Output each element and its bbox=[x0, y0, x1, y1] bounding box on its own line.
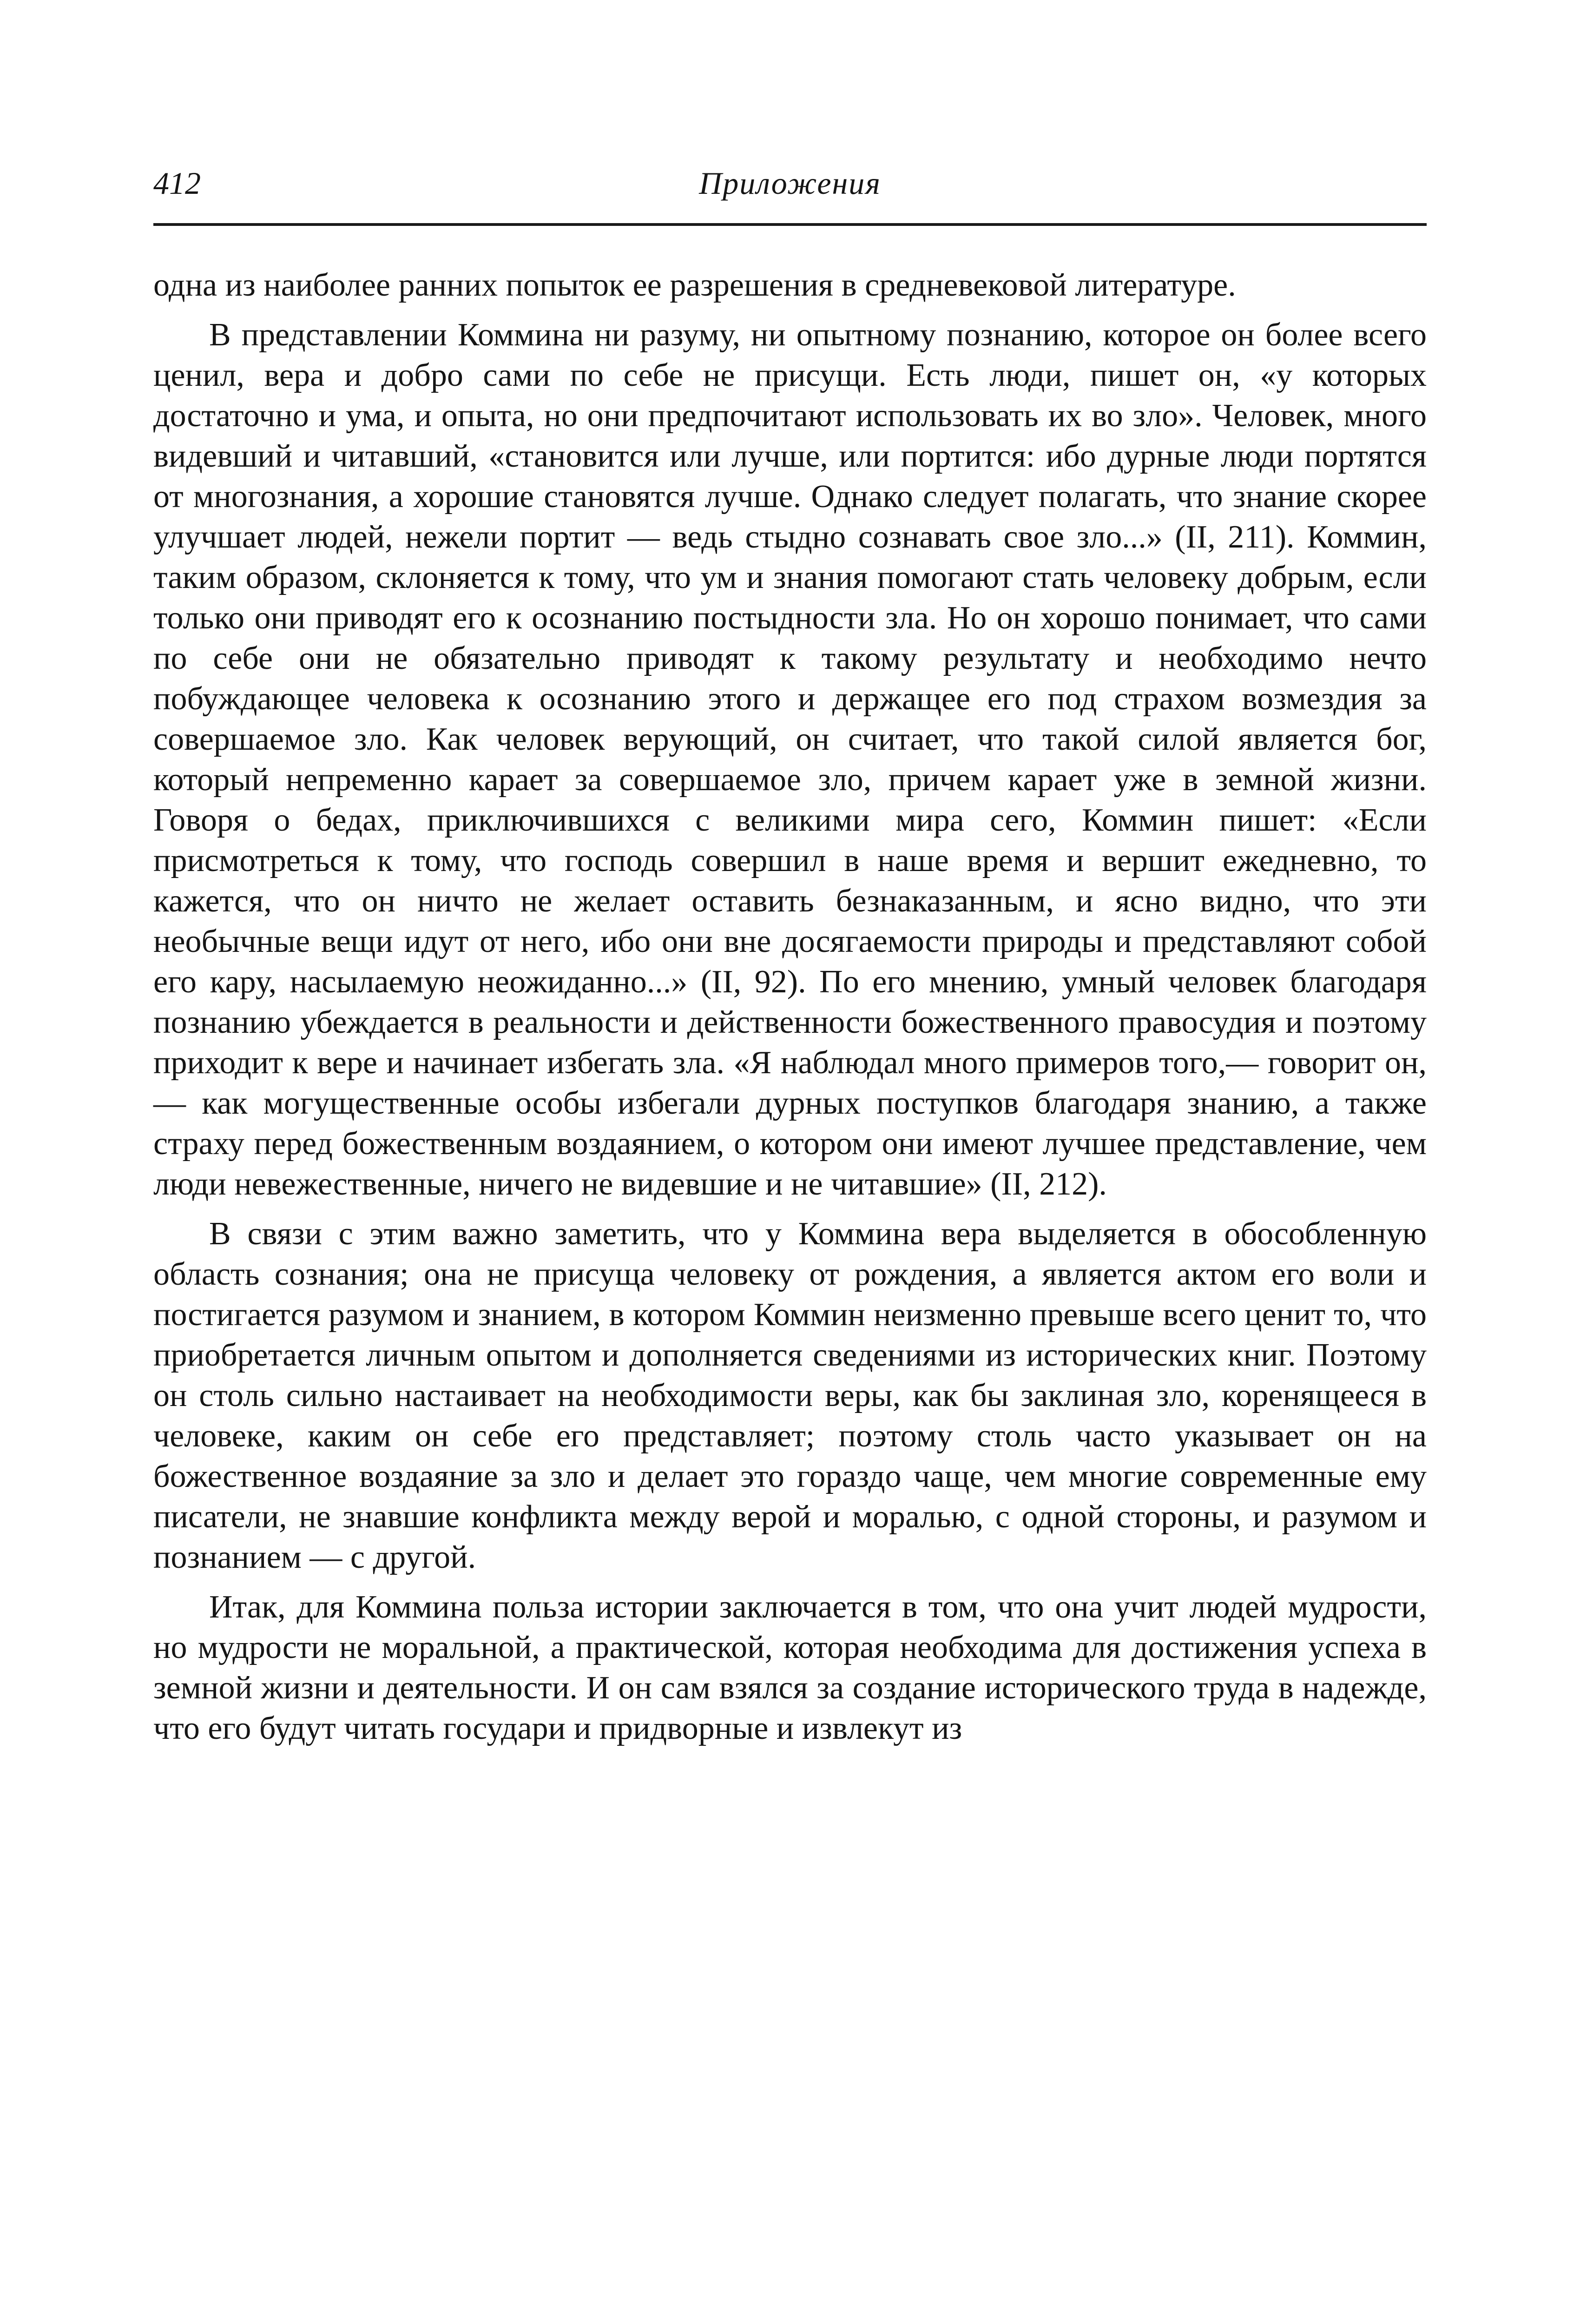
section-title: Приложения bbox=[699, 165, 881, 201]
paragraph: В представлении Коммина ни разуму, ни опытному познанию, которое он более всего ценил, вера и добро сами по себе не присущи. Есть люди, пишет он, «у которых достаточно и ума, и опыта, но они предпочитают использовать их во зло». Человек, много видевший и читавший, «становится или лучше, или портится: ибо дурные люди портятся от многознания, а хорошие становятся лучше. Однако следует полагать, что знание скорее улучшает людей, нежели портит — ведь стыдно сознавать свое зло...» (II, 211). Коммин, таким образом, склоняется к тому, что ум и знания помогают стать человеку добрым, если только они приводят его к осознанию постыдности зла. Но он хорошо понимает, что сами по себе они не обязательно приводят к такому результату и необходимо нечто побуждающее человека к осознанию этого и держащее его под страхом возмездия за совершаемое зло. Как человек верующий, он считает, что такой силой является бог, который непременно карает за совершаемое зло, причем карает уже в земной жизни. Говоря о бедах, приключившихся с великими мира сего, Коммин пишет: «Если присмотреться к тому, что господь совершил в наше время и вершит ежедневно, то кажется, что он ничто не желает оставить безнаказанным, и ясно видно, что эти необычные вещи идут от него, ибо они вне досягаемости природы и представляют собой его кару, насылаемую неожиданно...» (II, 92). По его мнению, умный человек благодаря познанию убеждается в реальности и действенности божественного правосудия и поэтому приходит к вере и начинает избегать зла. «Я наблюдал много примеров того,— говорит он,— как могущественные особы избегали дурных поступков благодаря знанию, а также страху перед божественным воздаянием, о котором они имеют лучшее представление, чем люди невежественные, ничего не видевшие и не читавшие» (II, 212). bbox=[153, 317, 1427, 1202]
running-header bbox=[153, 160, 1427, 216]
body-text bbox=[153, 265, 1427, 1758]
header-rule bbox=[153, 223, 1427, 226]
paragraph: Итак, для Коммина польза истории заключается в том, что она учит людей мудрости, но мудрости не моральной, а практической, которая необходима для достижения успеха в земной жизни и деятельности. И он сам взялся за создание исторического труда в надежде, что его будут читать государи и придворные и извлекут из bbox=[153, 1589, 1427, 1746]
paragraph-continued: одна из наиболее ранних попыток ее разрешения в средневековой литературе. bbox=[153, 267, 1236, 303]
paragraph: В связи с этим важно заметить, что у Коммина вера выделяется в обособленную область сознания; она не присуща человеку от рождения, а является актом его воли и постигается разумом и знанием, в котором Коммин неизменно превыше всего ценит то, что приобретается личным опытом и дополняется сведениями из исторических книг. Поэтому он столь сильно настаивает на необходимости веры, как бы заклиная зло, коренящееся в человеке, каким он себе его представляет; поэтому столь часто указывает он на божественное воздаяние за зло и делает это гораздо чаще, чем многие современные ему писатели, не знавшие конфликта между верой и моралью, с одной стороны, и разумом и познанием — с другой. bbox=[153, 1216, 1427, 1575]
page-number: 412 bbox=[153, 165, 201, 201]
